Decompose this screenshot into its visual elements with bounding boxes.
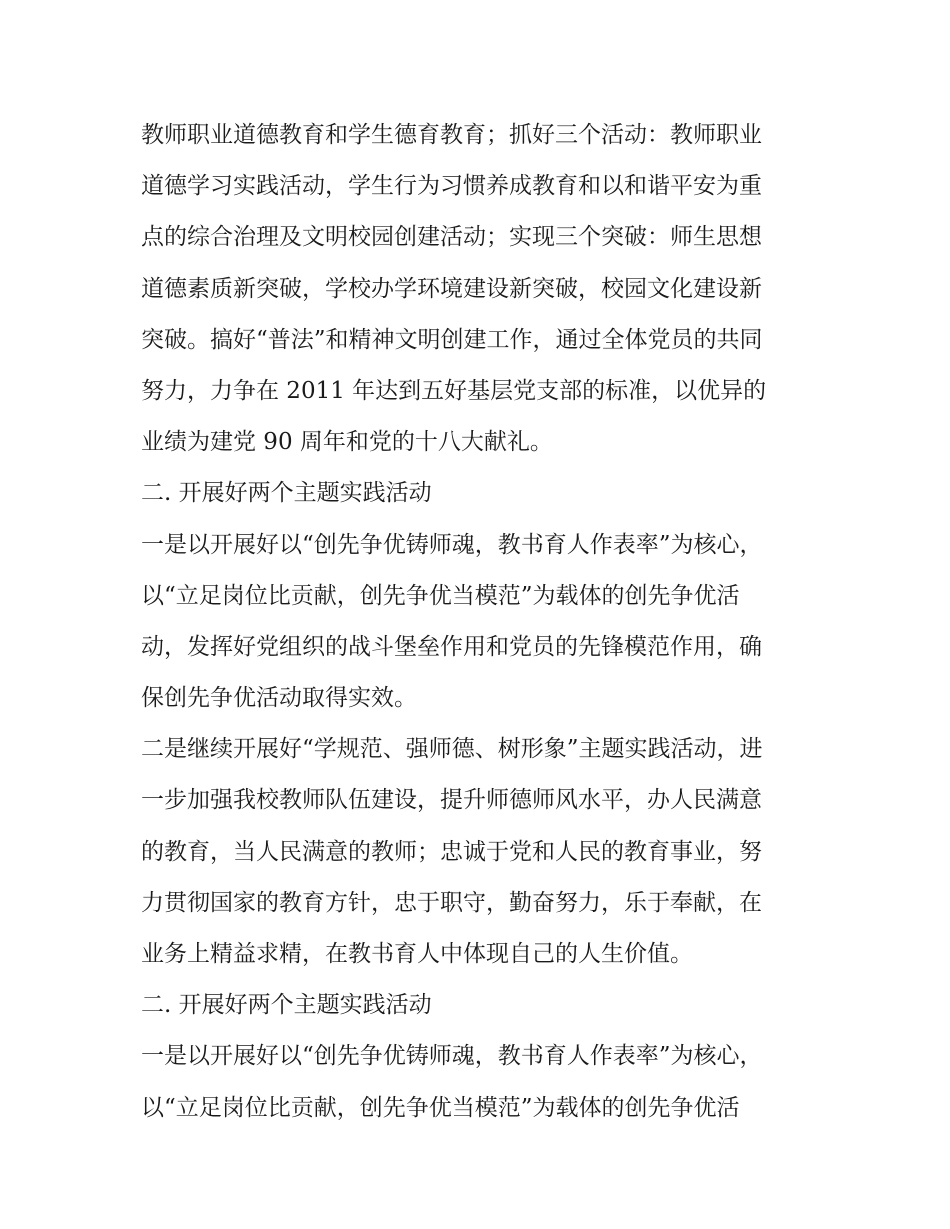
- section-heading: 二. 开展好两个主题实践活动: [141, 992, 432, 1019]
- document-body: [141, 110, 821, 1134]
- text-line: 努力，力争在 2011 年达到五好基层党支部的标准，以优异的: [141, 377, 767, 404]
- text-line: 以“立足岗位比贡献，创先争优当模范”为载体的创先争优活: [141, 582, 740, 609]
- text-line: 力贯彻国家的教育方针，忠于职守，勤奋努力，乐于奉献，在: [141, 889, 762, 916]
- text-line: 二是继续开展好“学规范、强师德、树形象”主题实践活动，进: [141, 736, 763, 763]
- section-heading: 二. 开展好两个主题实践活动: [141, 480, 432, 507]
- text-line: 突破。搞好“普法”和精神文明创建工作，通过全体党员的共同: [141, 326, 763, 353]
- text-line: 动，发挥好党组织的战斗堡垒作用和党员的先锋模范作用，确: [141, 633, 762, 660]
- text-line: 道德学习实践活动，学生行为习惯养成教育和以和谐平安为重: [141, 173, 762, 200]
- text-line: 业绩为建党 90 周年和党的十八大献礼。: [141, 429, 553, 456]
- text-line: 业务上精益求精，在教书育人中体现自己的人生价值。: [141, 941, 693, 967]
- text-line: 教师职业道德教育和学生德育教育；抓好三个活动：教师职业: [141, 122, 762, 148]
- text-line: 以“立足岗位比贡献，创先争优当模范”为载体的创先争优活: [141, 1094, 740, 1121]
- text-line: 保创先争优活动取得实效。: [141, 685, 417, 712]
- text-line: 一是以开展好以“创先争优铸师魂，教书育人作表率”为核心，: [141, 531, 763, 558]
- text-line: 点的综合治理及文明校园创建活动；实现三个突破：师生思想: [141, 224, 762, 251]
- text-line: 一是以开展好以“创先争优铸师魂，教书育人作表率”为核心，: [141, 1043, 763, 1070]
- text-line: 一步加强我校教师队伍建设，提升师德师风水平，办人民满意: [141, 787, 762, 814]
- text-line: 道德素质新突破，学校办学环境建设新突破，校园文化建设新: [141, 275, 762, 302]
- text-line: 的教育，当人民满意的教师；忠诚于党和人民的教育事业，努: [141, 838, 762, 865]
